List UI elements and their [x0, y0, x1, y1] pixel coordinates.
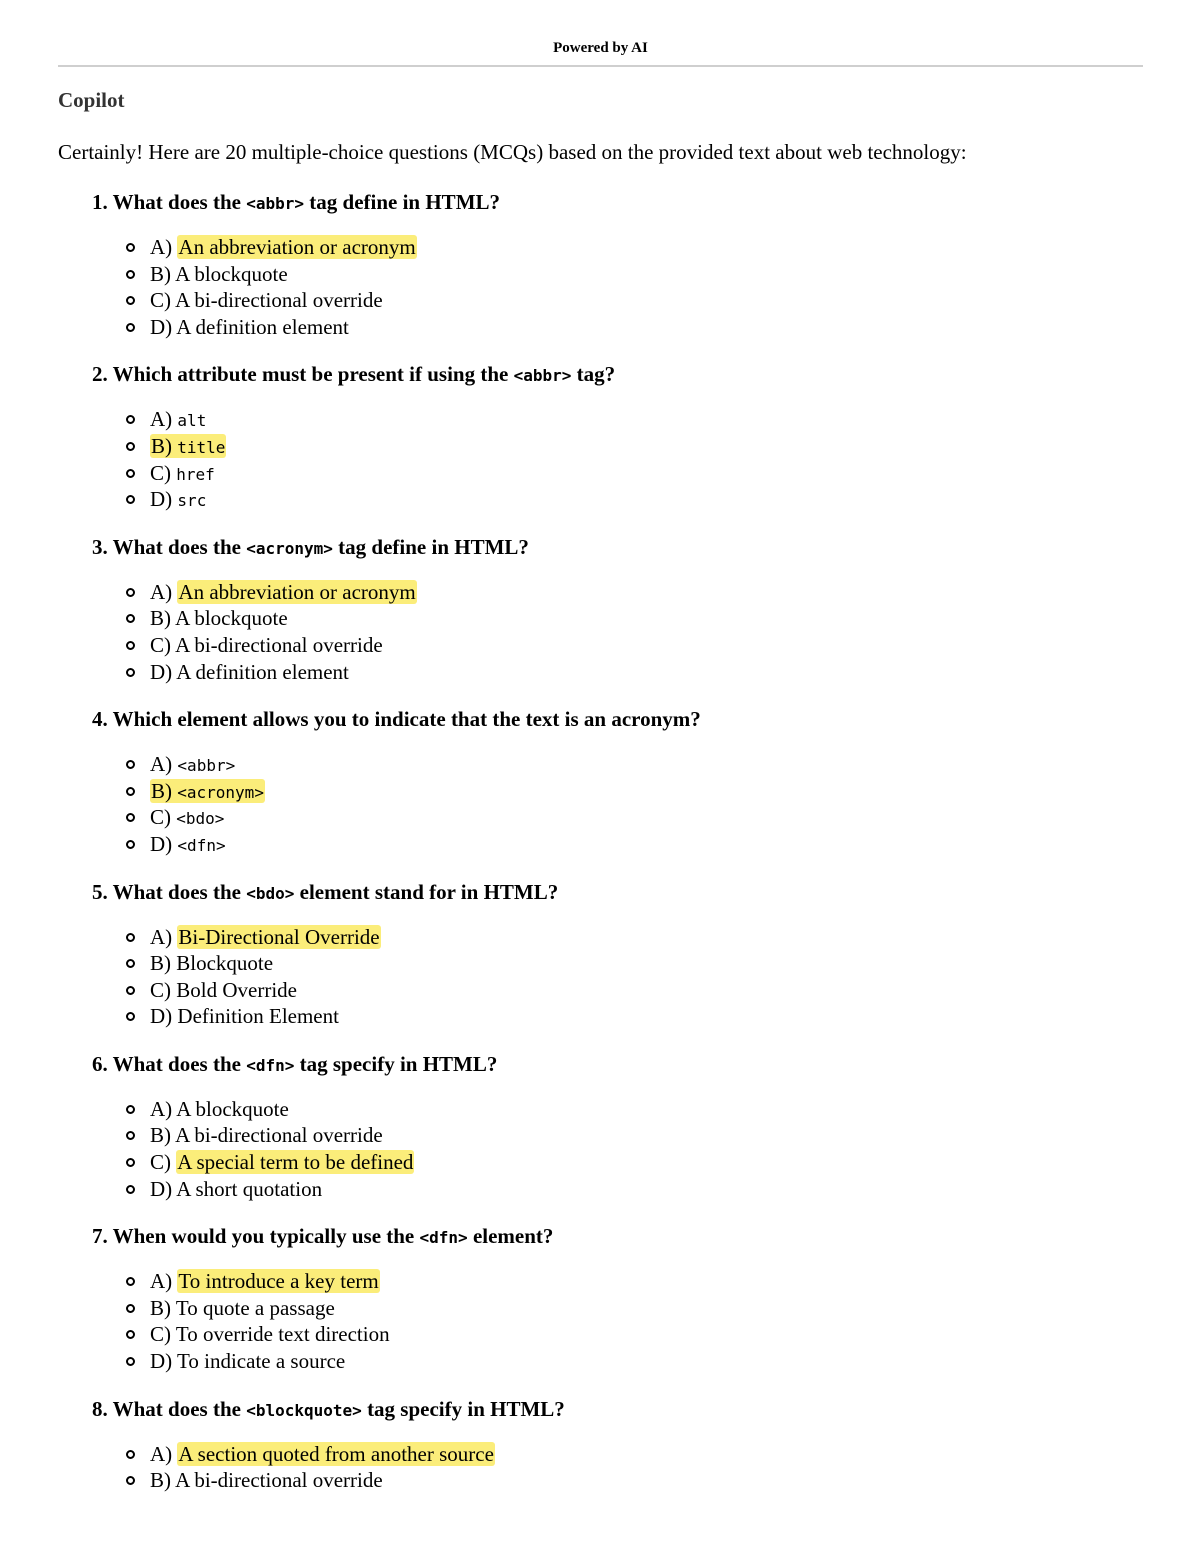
option-list	[92, 406, 701, 512]
option-item	[150, 924, 701, 951]
option-prefix: C)	[150, 1322, 176, 1347]
bullet-icon	[126, 495, 135, 504]
option-item	[150, 1295, 701, 1322]
option-body	[150, 487, 206, 511]
bullet-icon	[126, 933, 135, 942]
bullet-icon	[126, 1476, 135, 1485]
question-code: <dfn>	[246, 1055, 295, 1075]
option-prefix: B)	[150, 1468, 176, 1493]
bullet-icon	[126, 442, 135, 451]
option-prefix: A)	[150, 579, 178, 604]
bullet-icon	[126, 243, 135, 252]
question-code: <abbr>	[246, 194, 305, 213]
question-text-post: tag define in HTML?	[304, 190, 501, 214]
option-text: Bi-Directional Override	[178, 924, 380, 949]
bullet-icon	[126, 1105, 135, 1114]
option-text: An abbreviation or acronym	[178, 235, 416, 259]
highlighted-answer	[177, 1442, 495, 1466]
option-list	[92, 1096, 701, 1202]
option-list	[92, 924, 701, 1030]
bullet-icon	[126, 323, 135, 332]
option-item	[150, 486, 701, 513]
highlighted-answer	[177, 235, 416, 259]
option-prefix: C)	[150, 460, 177, 485]
option-item	[150, 460, 701, 487]
option-prefix: C)	[150, 632, 176, 657]
option-item	[150, 234, 701, 261]
bullet-icon	[126, 1185, 135, 1194]
option-text: A bi-directional override	[175, 288, 383, 313]
question-text	[92, 360, 701, 388]
bullet-icon	[126, 1012, 135, 1021]
option-prefix: A)	[150, 1269, 178, 1294]
bullet-icon	[126, 840, 135, 849]
question-text-pre: What does the	[112, 879, 247, 904]
bullet-icon	[126, 469, 135, 478]
option-body	[150, 606, 288, 630]
bullet-icon	[126, 959, 135, 968]
option-item	[150, 831, 701, 858]
bullet-icon	[126, 1304, 135, 1313]
option-prefix: C)	[150, 805, 177, 830]
question-code: <dfn>	[419, 1228, 468, 1248]
option-body	[150, 315, 349, 339]
question-item	[92, 360, 701, 512]
question-text-post: element stand for in HTML?	[294, 879, 559, 904]
question-text	[92, 188, 701, 216]
question-text	[92, 1050, 701, 1078]
option-list	[92, 1441, 701, 1494]
bullet-icon	[126, 641, 135, 650]
question-text-pre: What does the	[112, 190, 247, 214]
question-code: <bdo>	[246, 883, 295, 903]
question-number: 8.	[92, 1396, 113, 1421]
question-text	[92, 1222, 701, 1250]
option-item	[150, 950, 701, 977]
option-list	[92, 751, 701, 857]
option-prefix: D)	[150, 659, 177, 684]
option-item	[150, 1321, 701, 1348]
option-text: A bi-directional override	[175, 1123, 383, 1148]
bullet-icon	[126, 787, 135, 796]
option-item	[150, 261, 701, 288]
option-body	[150, 1296, 335, 1320]
option-prefix: B)	[150, 951, 177, 976]
question-number: 6.	[92, 1051, 113, 1076]
option-prefix: A)	[150, 235, 178, 259]
bullet-icon	[126, 296, 135, 305]
highlighted-answer	[176, 1150, 414, 1174]
option-item	[150, 632, 701, 659]
question-item	[92, 705, 701, 857]
option-item	[150, 1176, 701, 1203]
option-text: Bold Override	[176, 977, 297, 1002]
option-item	[150, 605, 701, 632]
highlighted-answer	[177, 1269, 379, 1293]
option-prefix: D)	[150, 831, 178, 856]
question-text-pre: Which attribute must be present if using the	[112, 362, 514, 387]
highlighted-answer	[177, 580, 416, 604]
option-body	[150, 1097, 289, 1121]
highlighted-answer	[177, 925, 380, 949]
question-item	[92, 878, 701, 1030]
option-body	[150, 951, 273, 975]
option-text: A blockquote	[175, 261, 288, 286]
option-item	[150, 1122, 701, 1149]
bullet-icon	[126, 1330, 135, 1339]
option-item	[150, 1003, 701, 1030]
option-item	[150, 1149, 701, 1176]
bullet-icon	[126, 760, 135, 769]
option-prefix: B)	[151, 778, 178, 803]
option-text: An abbreviation or acronym	[178, 579, 416, 604]
option-text: <bdo>	[176, 809, 225, 829]
bullet-icon	[126, 813, 135, 822]
option-text: Definition Element	[177, 1004, 339, 1029]
question-text	[92, 878, 701, 906]
option-text: href	[176, 464, 215, 484]
option-body	[150, 407, 206, 431]
option-item	[150, 804, 701, 831]
option-prefix: A)	[150, 1441, 178, 1466]
option-prefix: C)	[150, 1150, 177, 1175]
option-text: To indicate a source	[177, 1349, 346, 1374]
option-text: src	[177, 491, 207, 511]
option-item	[150, 406, 701, 433]
option-prefix: D)	[150, 314, 177, 339]
question-item	[92, 188, 701, 340]
page-header	[58, 40, 1143, 67]
bullet-icon	[126, 1277, 135, 1286]
bullet-icon	[126, 668, 135, 677]
option-text: A bi-directional override	[175, 632, 383, 657]
option-prefix: B)	[151, 433, 178, 458]
question-text-pre: What does the	[112, 1051, 247, 1076]
question-text-pre: What does the	[112, 534, 247, 559]
option-body	[150, 978, 297, 1002]
option-text: alt	[177, 411, 207, 431]
option-prefix: D)	[150, 1004, 178, 1029]
option-body	[150, 752, 235, 776]
option-prefix: C)	[150, 977, 177, 1002]
option-item	[150, 659, 701, 686]
question-number: 3.	[92, 534, 113, 559]
option-list	[92, 579, 701, 685]
option-prefix: B)	[150, 606, 176, 631]
question-text-post: element?	[467, 1224, 554, 1249]
option-item	[150, 751, 701, 778]
option-body	[150, 1004, 339, 1028]
option-item	[150, 1096, 701, 1123]
highlighted-answer	[150, 779, 265, 803]
option-body	[150, 1322, 390, 1346]
option-body	[150, 1177, 322, 1201]
option-text: A short quotation	[176, 1176, 323, 1201]
question-number: 4.	[92, 707, 113, 732]
question-code: <abbr>	[513, 366, 572, 386]
bullet-icon	[126, 415, 135, 424]
option-body	[150, 1468, 383, 1492]
question-text-post: tag?	[571, 362, 616, 387]
option-item	[150, 1467, 701, 1494]
option-prefix: D)	[150, 1176, 177, 1201]
option-text: <acronym>	[177, 782, 264, 802]
option-prefix: B)	[150, 1295, 176, 1320]
question-number: 2.	[92, 362, 113, 387]
option-item	[150, 778, 701, 805]
question-text-post: tag specify in HTML?	[294, 1051, 498, 1076]
option-prefix: A)	[150, 1096, 177, 1121]
option-body	[150, 633, 383, 657]
option-list	[92, 234, 701, 340]
option-item	[150, 579, 701, 606]
question-text-post: tag define in HTML?	[332, 534, 529, 559]
option-text: To introduce a key term	[178, 1269, 379, 1294]
bullet-icon	[126, 1158, 135, 1167]
option-text: A bi-directional override	[175, 1468, 383, 1493]
option-item	[150, 977, 701, 1004]
option-text: A definition element	[176, 659, 349, 684]
bullet-icon	[126, 614, 135, 623]
bullet-icon	[126, 1357, 135, 1366]
option-body	[150, 1349, 345, 1373]
question-code: <acronym>	[246, 538, 333, 558]
question-list	[92, 188, 701, 1514]
question-text-pre: Which element allows you to indicate that the text is an acronym?	[112, 707, 701, 732]
header-title: Powered by AI	[553, 40, 648, 56]
option-body	[150, 262, 288, 286]
intro-text: Certainly! Here are 20 multiple-choice questions (MCQs) based on the provided text about web technology:	[58, 140, 967, 164]
option-prefix: D)	[150, 487, 178, 512]
option-text: A blockquote	[175, 606, 288, 631]
highlighted-answer	[150, 434, 226, 458]
option-prefix: A)	[150, 752, 178, 777]
option-item	[150, 433, 701, 460]
option-text: <abbr>	[177, 756, 236, 776]
option-text: title	[177, 437, 226, 457]
option-item	[150, 287, 701, 314]
option-body	[150, 832, 226, 856]
option-text: A definition element	[176, 314, 349, 339]
option-prefix: B)	[150, 261, 176, 286]
option-body	[150, 1123, 383, 1147]
option-text: A section quoted from another source	[178, 1441, 494, 1466]
bullet-icon	[126, 270, 135, 279]
question-number: 1.	[92, 190, 113, 214]
question-text	[92, 1395, 701, 1423]
option-item	[150, 1441, 701, 1468]
question-number: 7.	[92, 1224, 113, 1249]
option-text: Blockquote	[176, 951, 274, 976]
option-prefix: A)	[150, 924, 178, 949]
question-text	[92, 533, 701, 561]
option-prefix: B)	[150, 1123, 176, 1148]
option-text: A special term to be defined	[177, 1150, 414, 1175]
option-text: To quote a passage	[175, 1295, 335, 1320]
option-body	[150, 461, 215, 485]
question-item	[92, 1395, 701, 1494]
option-text: A blockquote	[176, 1096, 289, 1121]
option-text: <dfn>	[177, 835, 226, 855]
bullet-icon	[126, 1131, 135, 1140]
option-prefix: A)	[150, 407, 178, 432]
question-text-pre: What does the	[112, 1396, 247, 1421]
brand-name: Copilot	[58, 88, 125, 112]
option-item	[150, 1348, 701, 1375]
question-text	[92, 705, 701, 733]
bullet-icon	[126, 588, 135, 597]
option-text: To override text direction	[175, 1322, 390, 1347]
bullet-icon	[126, 1450, 135, 1459]
question-text-post: tag specify in HTML?	[361, 1396, 565, 1421]
question-item	[92, 533, 701, 685]
question-text-pre: When would you typically use the	[112, 1224, 420, 1249]
option-body	[150, 288, 383, 312]
option-item	[150, 314, 701, 341]
question-item	[92, 1222, 701, 1374]
question-code: <blockquote>	[246, 1400, 362, 1420]
option-prefix: D)	[150, 1349, 178, 1374]
option-item	[150, 1268, 701, 1295]
question-item	[92, 1050, 701, 1202]
option-list	[92, 1268, 701, 1374]
option-body	[150, 805, 224, 829]
option-body	[150, 660, 349, 684]
question-number: 5.	[92, 879, 113, 904]
option-prefix: C)	[150, 288, 176, 313]
bullet-icon	[126, 986, 135, 995]
